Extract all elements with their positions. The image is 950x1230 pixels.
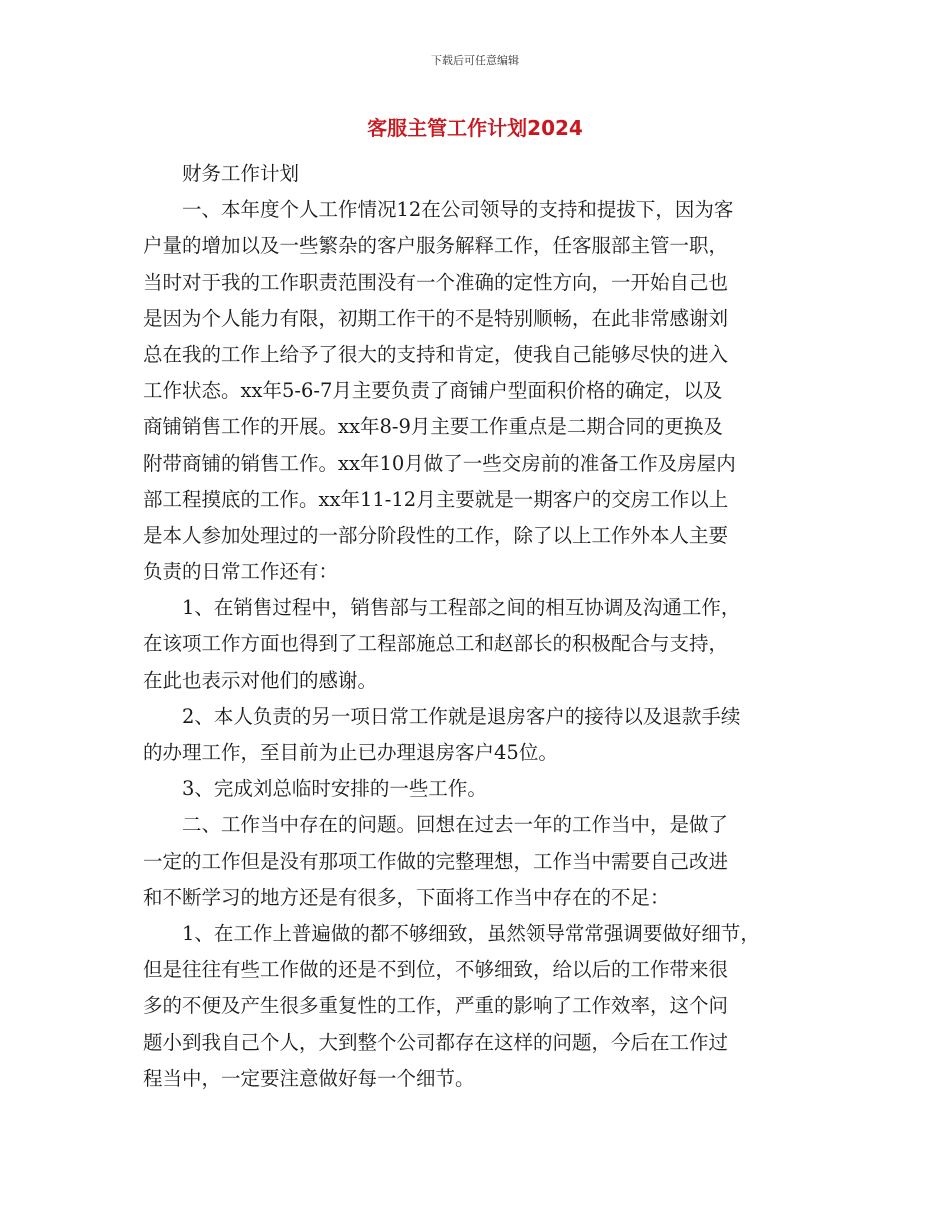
body-text-line: 工作状态。xx年5-6-7月主要负责了商铺户型面积价格的确定，以及 <box>143 379 723 403</box>
document-body <box>143 156 823 1097</box>
body-text-line: 附带商铺的销售工作。xx年10月做了一些交房前的准备工作及房屋内 <box>143 451 736 475</box>
body-text-line: 部工程摸底的工作。xx年11-12月主要就是一期客户的交房工作以上 <box>143 487 729 511</box>
body-text-line: 商铺销售工作的开展。xx年8-9月主要工作重点是二期合同的更换及 <box>143 415 723 439</box>
body-text-line: 1、在工作上普遍做的都不够细致，虽然领导常常强调要做好细节， <box>182 921 760 945</box>
body-text-line: 在该项工作方面也得到了工程部施总工和赵部长的积极配合与支持， <box>143 632 729 656</box>
body-text-line: 和不断学习的地方还是有很多，下面将工作当中存在的不足： <box>143 885 670 909</box>
body-text-line: 在此也表示对他们的感谢。 <box>143 668 378 692</box>
body-text-line: 是本人参加处理过的一部分阶段性的工作，除了以上工作外本人主要 <box>143 523 729 547</box>
body-text-line: 一、本年度个人工作情况12在公司领导的支持和提拔下，因为客 <box>182 198 734 222</box>
body-text-line: 负责的日常工作还有： <box>143 560 339 584</box>
body-text-line: 户量的增加以及一些繁杂的客户服务解释工作，任客服部主管一职， <box>143 234 729 258</box>
body-text-line: 当时对于我的工作职责范围没有一个准确的定性方向，一开始自己也 <box>143 270 729 294</box>
document-title: 客服主管工作计划2024 <box>367 116 583 140</box>
body-text-line: 1、在销售过程中，销售部与工程部之间的相互协调及沟通工作， <box>182 596 741 620</box>
body-text-line: 总在我的工作上给予了很大的支持和肯定，使我自己能够尽快的进入 <box>143 342 729 366</box>
body-text-line: 题小到我自己个人，大到整个公司都存在这样的问题，今后在工作过 <box>143 1030 729 1054</box>
body-text-line: 程当中，一定要注意做好每一个细节。 <box>143 1066 475 1090</box>
body-text-line: 一定的工作但是没有那项工作做的完整理想，工作当中需要自己改进 <box>143 849 729 873</box>
body-text-line: 财务工作计划 <box>182 162 300 185</box>
body-text-line: 多的不便及产生很多重复性的工作，严重的影响了工作效率，这个问 <box>143 994 729 1018</box>
body-text-line: 的办理工作，至目前为止已办理退房客户45位。 <box>143 741 558 764</box>
page-header-note: 下载后可任意编辑 <box>431 54 519 67</box>
body-text-line: 是因为个人能力有限，初期工作干的不是特别顺畅，在此非常感谢刘 <box>143 306 729 330</box>
body-text-line: 3、完成刘总临时安排的一些工作。 <box>182 777 487 801</box>
body-text-line: 2、本人负责的另一项日常工作就是退房客户的接待以及退款手续 <box>182 704 741 728</box>
body-text-line: 但是往往有些工作做的还是不到位，不够细致，给以后的工作带来很 <box>143 958 729 982</box>
body-text-line: 二、工作当中存在的问题。回想在过去一年的工作当中，是做了 <box>182 813 729 837</box>
